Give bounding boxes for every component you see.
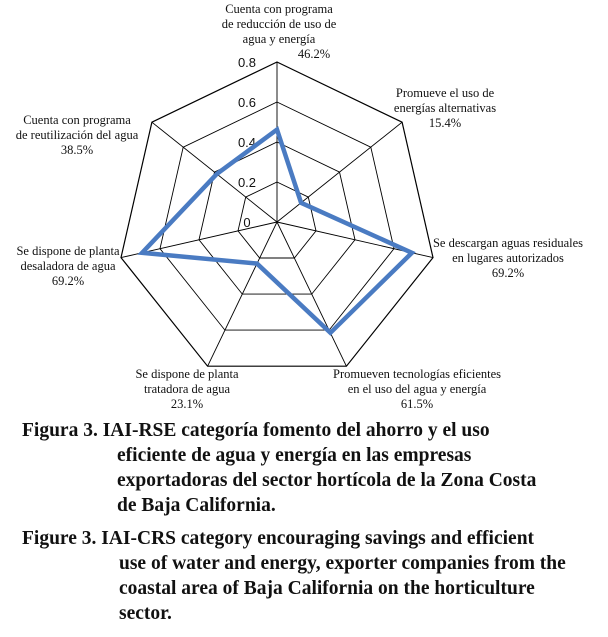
tick-label: 0 xyxy=(243,215,251,230)
category-pct: 23.1% xyxy=(170,397,204,411)
tick-label: 0.8 xyxy=(237,55,257,70)
category-pct: 38.5% xyxy=(60,143,94,157)
category-label-planta-desaladora: Se dispone de planta desaladora de agua 69.2% xyxy=(16,244,120,288)
category-label-aguas-residuales: Se descargan aguas residuales en lugares autorizados 69.2% xyxy=(432,236,584,280)
tick-label: 0.6 xyxy=(237,95,257,110)
tick-label: 0.2 xyxy=(237,175,257,190)
category-label-energias-alternativas: Promueve el uso de energías alternativas 15.4% xyxy=(393,86,497,130)
category-pct: 69.2% xyxy=(51,274,85,288)
category-pct: 69.2% xyxy=(491,266,525,280)
tick-label: 0.4 xyxy=(237,135,257,150)
spoke-line xyxy=(152,122,277,222)
caption-label: Figure 3. xyxy=(22,528,97,549)
category-label-planta-tratadora: Se dispone de planta tratadora de agua 23.1% xyxy=(135,367,239,411)
category-label-reduccion: Cuenta con programa de reducción de uso de agua y energía 46.2% xyxy=(221,2,337,61)
radial-axis-ticks xyxy=(238,55,256,230)
figure-caption-es: Figura 3. IAI-RSE categoría fomento del ahorro y el uso eficiente de agua y energía en las empresas exportadoras del sector hortícola de la Zona Costa de Baja California. xyxy=(22,420,537,516)
category-label-tecnologias-eficientes: Promueven tecnologías eficientes en el uso del agua y energía 61.5% xyxy=(333,367,501,411)
radar-grid xyxy=(121,62,433,366)
caption-label: Figura 3. xyxy=(22,420,98,441)
category-label-reutilizacion: Cuenta con programa de reutilización del agua 38.5% xyxy=(15,113,139,157)
category-pct: 46.2% xyxy=(297,47,331,61)
spoke-line xyxy=(277,122,402,222)
category-pct: 15.4% xyxy=(428,116,462,130)
category-pct: 61.5% xyxy=(400,397,434,411)
figure-caption-en: Figure 3. IAI-CRS category encouraging savings and efficient use of water and energy, exporter companies from the coastal area of Baja California on the horticulture sector. xyxy=(22,528,566,624)
